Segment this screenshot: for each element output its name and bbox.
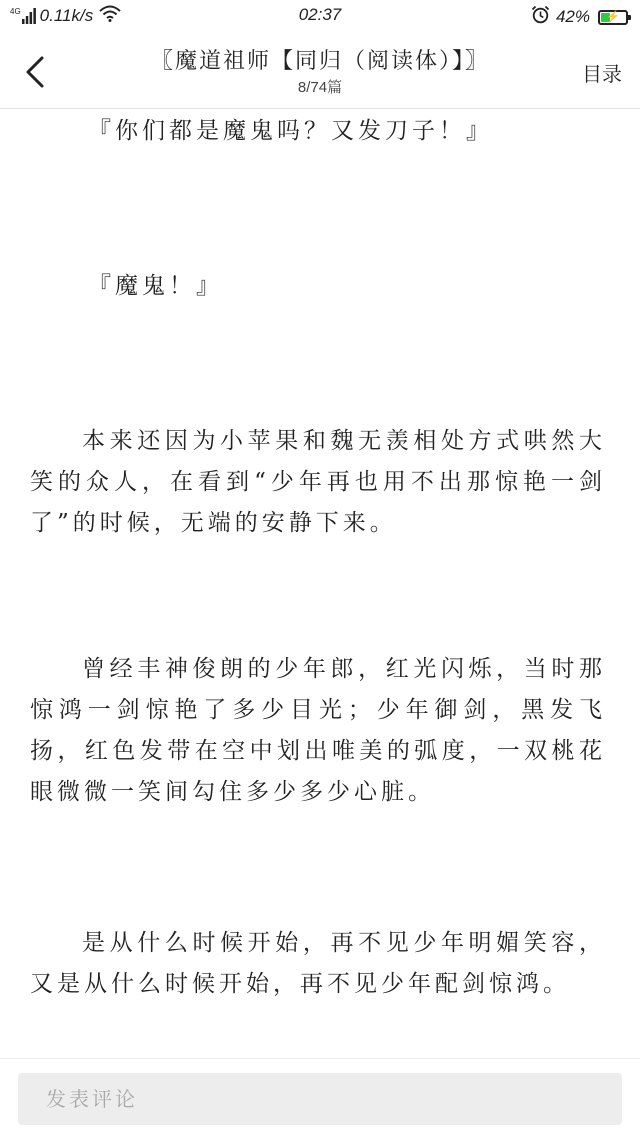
network-type: 4G <box>10 7 21 16</box>
catalog-button[interactable]: 目录 <box>582 62 622 86</box>
network-speed: 0.11k/s <box>39 6 94 25</box>
paragraph: 曾经丰神俊朗的少年郎，红光闪烁，当时那惊鸿一剑惊艳了多少目光；少年御剑，黑发飞扬，红色发带在空中划出唯美的弧度，一双桃花眼微微一笑间勾住多少多少心脏。 <box>30 656 606 805</box>
reader-header <box>0 34 640 109</box>
battery-percent: 42% <box>555 7 590 26</box>
paragraph: 是从什么时候开始，再不见少年明媚笑容，又是从什么时候开始，再不见少年配剑惊鸿。 <box>30 930 606 997</box>
battery-icon <box>598 10 628 25</box>
back-button[interactable] <box>16 52 56 92</box>
paragraph: 『魔鬼！』 <box>88 273 223 299</box>
book-title: 〖魔道祖师【同归（阅读体）】〗 <box>150 49 489 74</box>
alarm-icon <box>531 5 550 29</box>
charging-bolt-icon: ⚡ <box>606 10 620 23</box>
status-bar <box>0 0 640 34</box>
paragraph: 『你们都是魔鬼吗？又发刀子！』 <box>88 118 493 144</box>
status-time: 02:37 <box>298 5 342 24</box>
chapter-progress: 8/74篇 <box>297 79 343 96</box>
paragraph: 本来还因为小苹果和魏无羡相处方式哄然大笑的众人，在看到“少年再也用不出那惊艳一剑了”的时候，无端的安静下来。 <box>30 428 606 536</box>
comment-input[interactable]: 发表评论 <box>18 1073 622 1125</box>
status-right <box>531 5 628 29</box>
comment-bar <box>0 1058 640 1139</box>
reading-content <box>0 109 640 1058</box>
chevron-left-icon <box>16 52 56 92</box>
